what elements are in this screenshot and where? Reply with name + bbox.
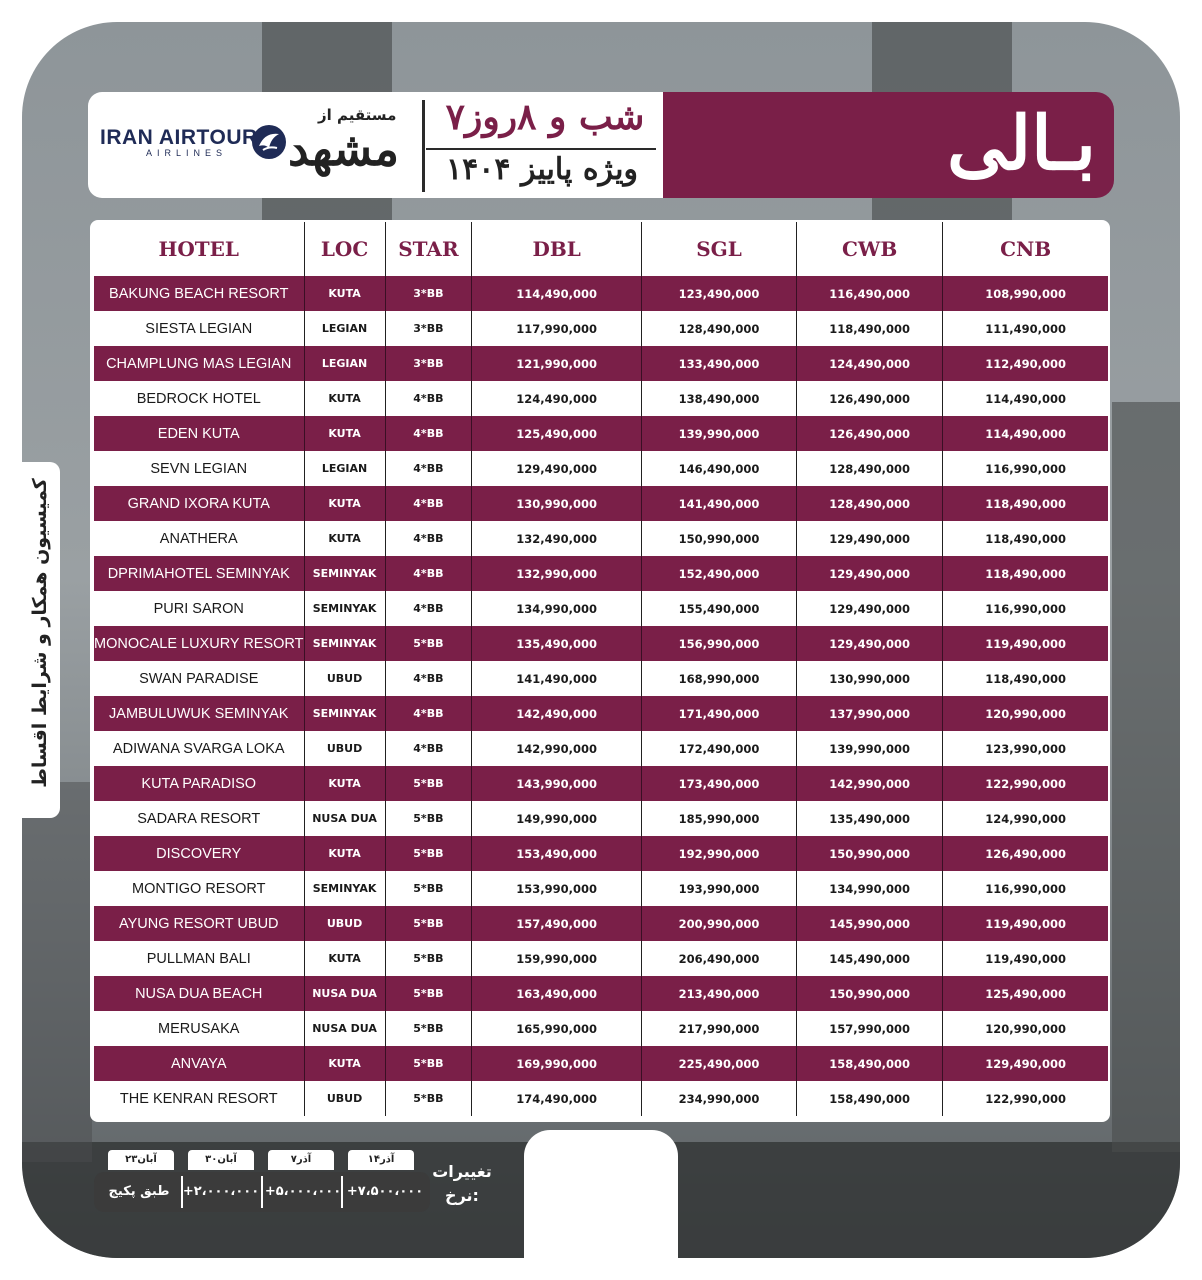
star-rating: 4*BB: [385, 521, 472, 556]
price-cwb: 126,490,000: [796, 381, 942, 416]
price-dbl: 142,490,000: [472, 696, 642, 731]
price-sgl: 217,990,000: [642, 1011, 797, 1046]
header-cnb: CNB: [943, 222, 1108, 276]
star-rating: 3*BB: [385, 276, 472, 311]
hotel-name: MONOCALE LUXURY RESORT: [94, 626, 304, 661]
price-dbl: 121,990,000: [472, 346, 642, 381]
hotel-name: KUTA PARADISO: [94, 766, 304, 801]
star-rating: 5*BB: [385, 871, 472, 906]
price-sgl: 128,490,000: [642, 311, 797, 346]
table-row: [94, 591, 1108, 626]
side-tab: [20, 462, 60, 818]
price-sgl: 155,490,000: [642, 591, 797, 626]
price-cwb: 128,490,000: [796, 486, 942, 521]
price-dbl: 143,990,000: [472, 766, 642, 801]
price-cnb: 108,990,000: [943, 276, 1108, 311]
price-sgl: 234,990,000: [642, 1081, 797, 1116]
price-cwb: 158,490,000: [796, 1081, 942, 1116]
header-cwb: CWB: [796, 222, 942, 276]
price-dbl: 125,490,000: [472, 416, 642, 451]
price-sgl: 123,490,000: [642, 276, 797, 311]
table-row: [94, 661, 1108, 696]
price-dbl: 124,490,000: [472, 381, 642, 416]
star-rating: 4*BB: [385, 486, 472, 521]
location: NUSA DUA: [304, 801, 385, 836]
table-row: [94, 696, 1108, 731]
destination-title: بـالی: [946, 101, 1096, 187]
price-cnb: 120,990,000: [943, 1011, 1108, 1046]
table-row: [94, 976, 1108, 1011]
price-table-container: [90, 220, 1110, 1122]
bottom-tab: [524, 1130, 678, 1280]
table-row: [94, 766, 1108, 801]
airline-subtitle: AIRLINES: [146, 148, 228, 158]
side-note: کمیسیون همکار و شرایط اقساط: [29, 478, 51, 788]
price-cnb: 114,490,000: [943, 416, 1108, 451]
price-cwb: 129,490,000: [796, 626, 942, 661]
star-rating: 5*BB: [385, 1081, 472, 1116]
price-cnb: 124,990,000: [943, 801, 1108, 836]
airline-name: IRAN AIRTOUR: [100, 126, 258, 149]
price-cnb: 116,990,000: [943, 591, 1108, 626]
star-rating: 4*BB: [385, 416, 472, 451]
price-cnb: 111,490,000: [943, 311, 1108, 346]
table-row: [94, 1081, 1108, 1116]
location: LEGIAN: [304, 451, 385, 486]
header-hotel: HOTEL: [158, 237, 239, 261]
price-cnb: 122,990,000: [943, 1081, 1108, 1116]
table-row: [94, 871, 1108, 906]
price-cwb: 150,990,000: [796, 836, 942, 871]
price-cwb: 158,490,000: [796, 1046, 942, 1081]
price-cwb: 139,990,000: [796, 731, 942, 766]
price-dbl: 165,990,000: [472, 1011, 642, 1046]
temple-silhouette: [22, 782, 92, 1162]
location: KUTA: [304, 276, 385, 311]
price-sgl: 173,490,000: [642, 766, 797, 801]
rate-change-value: طبق پکیج: [108, 1184, 170, 1199]
rate-change-value: +۷،۵۰۰،۰۰۰: [346, 1184, 424, 1199]
location: UBUD: [304, 661, 385, 696]
hotel-name: GRAND IXORA KUTA: [94, 486, 304, 521]
location: NUSA DUA: [304, 1011, 385, 1046]
location: KUTA: [304, 766, 385, 801]
price-sgl: 152,490,000: [642, 556, 797, 591]
hotel-name: ANATHERA: [94, 521, 304, 556]
star-rating: 5*BB: [385, 976, 472, 1011]
table-header-row: [94, 222, 1108, 276]
price-sgl: 156,990,000: [642, 626, 797, 661]
table-body: [94, 276, 1108, 1116]
header-divider: [422, 100, 425, 192]
direct-from-label: مستقیم از: [318, 106, 397, 124]
star-rating: 3*BB: [385, 346, 472, 381]
table-row: [94, 486, 1108, 521]
price-sgl: 171,490,000: [642, 696, 797, 731]
price-dbl: 135,490,000: [472, 626, 642, 661]
table-row: [94, 626, 1108, 661]
star-rating: 4*BB: [385, 451, 472, 486]
price-sgl: 225,490,000: [642, 1046, 797, 1081]
hotel-name: MERUSAKA: [94, 1011, 304, 1046]
price-cnb: 118,490,000: [943, 661, 1108, 696]
price-sgl: 168,990,000: [642, 661, 797, 696]
location: SEMINYAK: [304, 696, 385, 731]
price-cwb: 118,490,000: [796, 311, 942, 346]
hotel-name: THE KENRAN RESORT: [94, 1081, 304, 1116]
price-cwb: 126,490,000: [796, 416, 942, 451]
price-dbl: 141,490,000: [472, 661, 642, 696]
price-cnb: 129,490,000: [943, 1046, 1108, 1081]
location: NUSA DUA: [304, 976, 385, 1011]
season: ویژه پاییز ۱۴۰۴: [446, 152, 638, 187]
table-row: [94, 941, 1108, 976]
price-dbl: 132,490,000: [472, 521, 642, 556]
price-dbl: 163,490,000: [472, 976, 642, 1011]
table-row: [94, 521, 1108, 556]
location: LEGIAN: [304, 346, 385, 381]
star-rating: 5*BB: [385, 1011, 472, 1046]
location: UBUD: [304, 731, 385, 766]
rate-change-date: ۷آذر: [268, 1150, 334, 1170]
location: UBUD: [304, 1081, 385, 1116]
star-rating: 5*BB: [385, 1046, 472, 1081]
hotel-name: SIESTA LEGIAN: [94, 311, 304, 346]
price-dbl: 149,990,000: [472, 801, 642, 836]
star-rating: 5*BB: [385, 836, 472, 871]
star-rating: 4*BB: [385, 661, 472, 696]
hotel-name: EDEN KUTA: [94, 416, 304, 451]
price-sgl: 193,990,000: [642, 871, 797, 906]
table-row: [94, 731, 1108, 766]
price-cwb: 145,490,000: [796, 941, 942, 976]
price-sgl: 141,490,000: [642, 486, 797, 521]
star-rating: 4*BB: [385, 731, 472, 766]
price-cnb: 119,490,000: [943, 626, 1108, 661]
price-cwb: 157,990,000: [796, 1011, 942, 1046]
header-loc: LOC: [304, 222, 385, 276]
hotel-name: PULLMAN BALI: [94, 941, 304, 976]
hotel-name: SWAN PARADISE: [94, 661, 304, 696]
price-cwb: 116,490,000: [796, 276, 942, 311]
price-dbl: 132,990,000: [472, 556, 642, 591]
table-row: [94, 836, 1108, 871]
location: KUTA: [304, 941, 385, 976]
price-sgl: 172,490,000: [642, 731, 797, 766]
star-rating: 4*BB: [385, 556, 472, 591]
star-rating: 4*BB: [385, 381, 472, 416]
hotel-name: ADIWANA SVARGA LOKA: [94, 731, 304, 766]
price-dbl: 142,990,000: [472, 731, 642, 766]
price-cnb: 123,990,000: [943, 731, 1108, 766]
price-cnb: 116,990,000: [943, 451, 1108, 486]
price-table: [94, 222, 1108, 1116]
price-cwb: 130,990,000: [796, 661, 942, 696]
rate-change-separator: [341, 1176, 343, 1208]
star-rating: 5*BB: [385, 906, 472, 941]
star-rating: 4*BB: [385, 696, 472, 731]
location: KUTA: [304, 836, 385, 871]
star-rating: 5*BB: [385, 626, 472, 661]
price-dbl: 153,490,000: [472, 836, 642, 871]
hotel-name: DISCOVERY: [94, 836, 304, 871]
departure-city: مشهد: [288, 122, 400, 176]
location: KUTA: [304, 1046, 385, 1081]
hotel-name: JAMBULUWUK SEMINYAK: [94, 696, 304, 731]
price-cnb: 125,490,000: [943, 976, 1108, 1011]
hotel-name: CHAMPLUNG MAS LEGIAN: [94, 346, 304, 381]
price-cwb: 129,490,000: [796, 556, 942, 591]
table-row: [94, 451, 1108, 486]
star-rating: 5*BB: [385, 766, 472, 801]
price-cwb: 150,990,000: [796, 976, 942, 1011]
price-cnb: 126,490,000: [943, 836, 1108, 871]
price-dbl: 117,990,000: [472, 311, 642, 346]
price-cnb: 119,490,000: [943, 906, 1108, 941]
location: UBUD: [304, 906, 385, 941]
location: LEGIAN: [304, 311, 385, 346]
location: KUTA: [304, 381, 385, 416]
hotel-name: NUSA DUA BEACH: [94, 976, 304, 1011]
hotel-name: BEDROCK HOTEL: [94, 381, 304, 416]
header-star: STAR: [385, 222, 472, 276]
price-cnb: 114,490,000: [943, 381, 1108, 416]
price-sgl: 139,990,000: [642, 416, 797, 451]
hotel-name: ANVAYA: [94, 1046, 304, 1081]
price-dbl: 153,990,000: [472, 871, 642, 906]
rate-change-date: ۱۴آذر: [348, 1150, 414, 1170]
table-row: [94, 311, 1108, 346]
price-cwb: 142,990,000: [796, 766, 942, 801]
star-rating: 4*BB: [385, 591, 472, 626]
star-rating: 3*BB: [385, 311, 472, 346]
table-row: [94, 416, 1108, 451]
price-dbl: 174,490,000: [472, 1081, 642, 1116]
table-row: [94, 801, 1108, 836]
location: KUTA: [304, 416, 385, 451]
price-cnb: 118,490,000: [943, 521, 1108, 556]
table-row: [94, 1046, 1108, 1081]
price-cnb: 112,490,000: [943, 346, 1108, 381]
price-sgl: 200,990,000: [642, 906, 797, 941]
price-dbl: 129,490,000: [472, 451, 642, 486]
header: [88, 92, 1114, 198]
location: SEMINYAK: [304, 626, 385, 661]
price-cwb: 129,490,000: [796, 591, 942, 626]
hotel-name: AYUNG RESORT UBUD: [94, 906, 304, 941]
price-sgl: 133,490,000: [642, 346, 797, 381]
price-dbl: 157,490,000: [472, 906, 642, 941]
table-row: [94, 276, 1108, 311]
price-dbl: 169,990,000: [472, 1046, 642, 1081]
hotel-name: PURI SARON: [94, 591, 304, 626]
location: SEMINYAK: [304, 871, 385, 906]
price-cnb: 116,990,000: [943, 871, 1108, 906]
price-cwb: 137,990,000: [796, 696, 942, 731]
duration-divider: [426, 148, 656, 150]
hotel-name: MONTIGO RESORT: [94, 871, 304, 906]
temple-silhouette: [1112, 402, 1180, 1152]
price-sgl: 138,490,000: [642, 381, 797, 416]
price-cnb: 122,990,000: [943, 766, 1108, 801]
hotel-name: SADARA RESORT: [94, 801, 304, 836]
price-sgl: 185,990,000: [642, 801, 797, 836]
star-rating: 5*BB: [385, 801, 472, 836]
price-sgl: 206,490,000: [642, 941, 797, 976]
table-row: [94, 381, 1108, 416]
location: SEMINYAK: [304, 556, 385, 591]
rate-change-date: ۳۰آبان: [188, 1150, 254, 1170]
price-cwb: 124,490,000: [796, 346, 942, 381]
rate-change-value: +۵،۰۰۰،۰۰۰: [264, 1184, 342, 1199]
location: KUTA: [304, 486, 385, 521]
price-dbl: 130,990,000: [472, 486, 642, 521]
table-row: [94, 1011, 1108, 1046]
hotel-name: SEVN LEGIAN: [94, 451, 304, 486]
rate-change-date: ۲۳آبان: [108, 1150, 174, 1170]
price-dbl: 114,490,000: [472, 276, 642, 311]
table-row: [94, 346, 1108, 381]
price-cwb: 129,490,000: [796, 521, 942, 556]
header-info-panel: [88, 92, 663, 198]
hotel-name: DPRIMAHOTEL SEMINYAK: [94, 556, 304, 591]
header-dbl: DBL: [472, 222, 642, 276]
table-row: [94, 906, 1108, 941]
price-sgl: 192,990,000: [642, 836, 797, 871]
rate-changes-label: تغییرات نرخ:: [432, 1162, 492, 1205]
price-cnb: 118,490,000: [943, 486, 1108, 521]
price-cwb: 135,490,000: [796, 801, 942, 836]
price-cnb: 118,490,000: [943, 556, 1108, 591]
price-dbl: 159,990,000: [472, 941, 642, 976]
location: KUTA: [304, 521, 385, 556]
price-cwb: 134,990,000: [796, 871, 942, 906]
price-cwb: 145,990,000: [796, 906, 942, 941]
header-sgl: SGL: [642, 222, 797, 276]
price-cnb: 120,990,000: [943, 696, 1108, 731]
price-sgl: 150,990,000: [642, 521, 797, 556]
duration: ۷شب و ۸روز: [445, 96, 645, 138]
table-row: [94, 556, 1108, 591]
title-panel: [663, 92, 1114, 198]
price-cwb: 128,490,000: [796, 451, 942, 486]
price-sgl: 213,490,000: [642, 976, 797, 1011]
price-cnb: 119,490,000: [943, 941, 1108, 976]
price-dbl: 134,990,000: [472, 591, 642, 626]
star-rating: 5*BB: [385, 941, 472, 976]
location: SEMINYAK: [304, 591, 385, 626]
rate-change-value: +۲،۰۰۰،۰۰۰: [182, 1184, 260, 1199]
hotel-name: BAKUNG BEACH RESORT: [94, 276, 304, 311]
price-sgl: 146,490,000: [642, 451, 797, 486]
